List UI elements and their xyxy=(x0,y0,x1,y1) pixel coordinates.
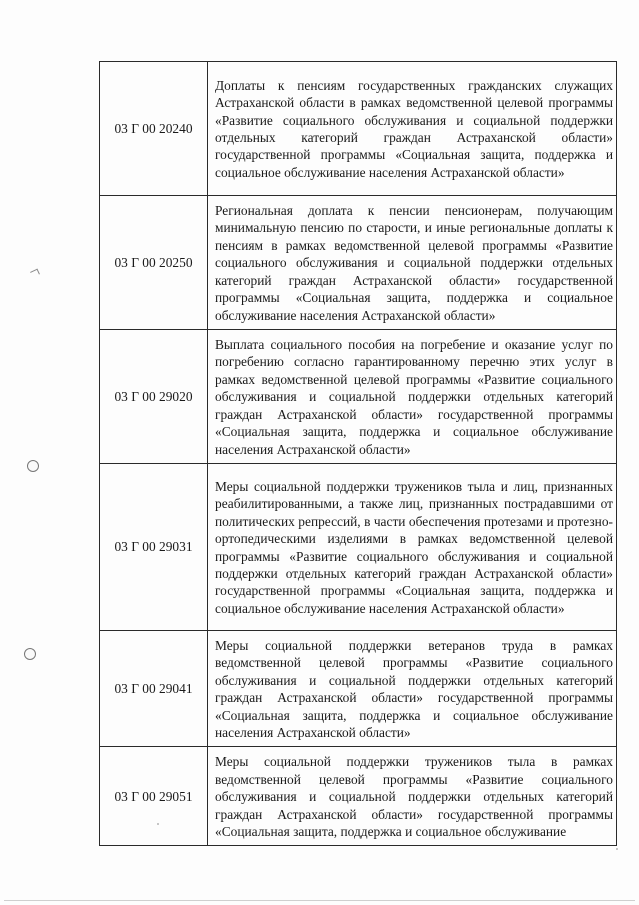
table-row xyxy=(100,747,617,846)
table-row xyxy=(100,62,617,196)
scan-bottom-edge xyxy=(4,900,635,901)
table-row xyxy=(100,631,617,747)
scan-dot xyxy=(616,848,618,850)
table-row xyxy=(100,196,617,330)
scan-speck xyxy=(30,269,40,278)
expenditure-description: Региональная доплата к пенсии пенсионерам, получающим минимальную пенсию по старости, и иные региональные доплаты к пенсиям в рамках ведомственной целевой программы «Развитие социального обслуживания и социальной поддержки отдельных категорий граждан Астраханской области» государственной программы «Социальная защита, поддержка и социальное обслуживание населения Астраханской области» xyxy=(208,196,617,330)
punch-hole-upper xyxy=(27,460,39,472)
table-row xyxy=(100,464,617,631)
budget-classification-table xyxy=(99,61,617,846)
expenditure-description: Меры социальной поддержки тружеников тыла в рамках ведомственной целевой программы «Развитие социального обслуживания и социальной поддержки отдельных категорий граждан Астраханской области» государственной программы «Социальная защита, поддержка и социальное обслуживание xyxy=(208,747,617,846)
expenditure-description: Меры социальной поддержки тружеников тыла и лиц, признанных реабилитированными, а также лиц, признанных пострадавшими от политических репрессий, в части обеспечения протезами и протезно-ортопедическими изделиями в рамках ведомственной целевой программы «Развитие социального обслуживания и социальной поддержки отдельных категорий граждан Астраханской области» государственной программы «Социальная защита, поддержка и социальное обслуживание населения Астраханской области» xyxy=(208,464,617,631)
classification-code: 03 Г 00 29041 xyxy=(100,631,208,747)
punch-hole-lower xyxy=(24,648,36,660)
classification-code: 03 Г 00 29051 xyxy=(100,747,208,846)
classification-code: 03 Г 00 20250 xyxy=(100,196,208,330)
expenditure-description: Выплата социального пособия на погребение и оказание услуг по погребению согласно гарантированному перечню этих услуг в рамках ведомственной целевой программы «Развитие социального обслуживания и социальной поддержки отдельных категорий граждан Астраханской области» государственной программы «Социальная защита, поддержка и социальное обслуживание населения Астраханской области» xyxy=(208,330,617,464)
classification-code: 03 Г 00 20240 xyxy=(100,62,208,196)
expenditure-description: Меры социальной поддержки ветеранов труда в рамках ведомственной целевой программы «Развитие социального обслуживания и социальной поддержки отдельных категорий граждан Астраханской области» государственной программы «Социальная защита, поддержка и социальное обслуживание населения Астраханской области» xyxy=(208,631,617,747)
classification-code: 03 Г 00 29031 xyxy=(100,464,208,631)
expenditure-description: Доплаты к пенсиям государственных гражданских служащих Астраханской области в рамках ведомственной целевой программы «Развитие социального обслуживания и социальной поддержки отдельных категорий граждан Астраханской области» государственной программы «Социальная защита, поддержка и социальное обслуживание населения Астраханской области» xyxy=(208,62,617,196)
table-row xyxy=(100,330,617,464)
classification-code: 03 Г 00 29020 xyxy=(100,330,208,464)
